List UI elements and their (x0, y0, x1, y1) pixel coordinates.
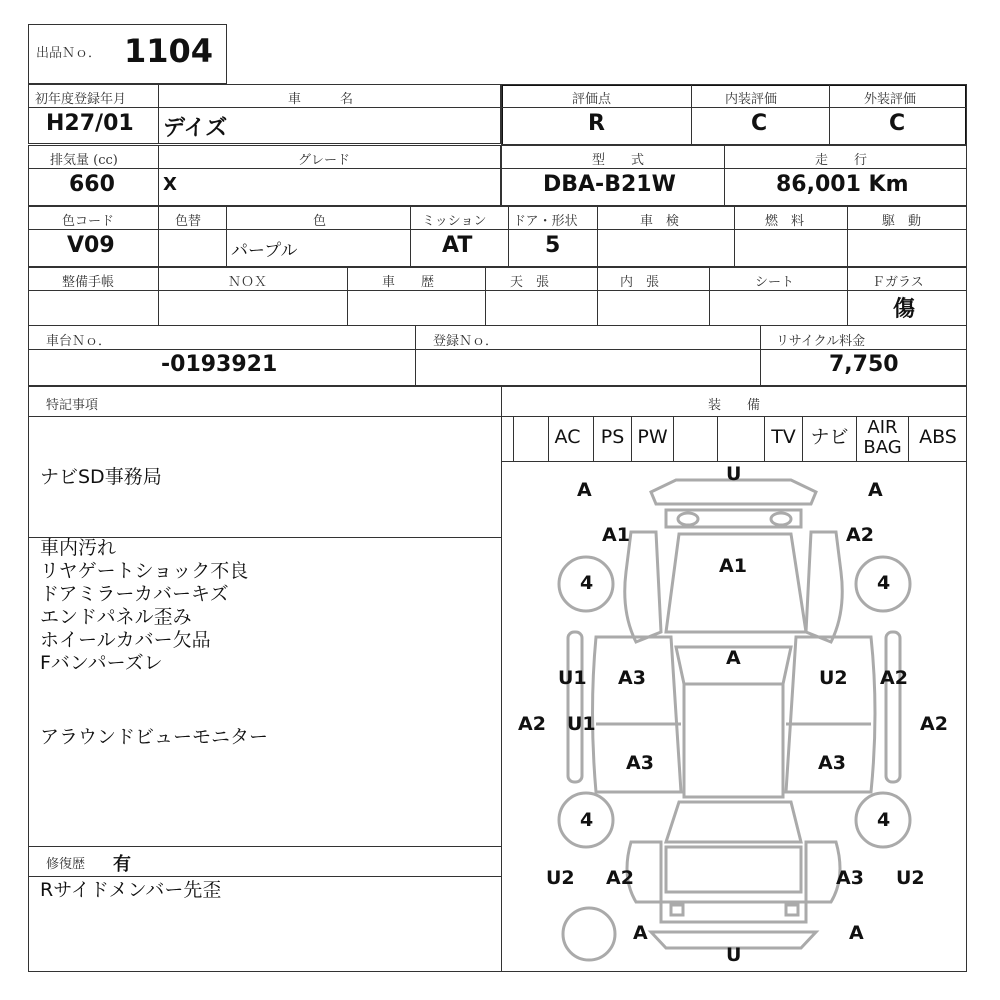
lot-number-label: 出品Ｎｏ． (36, 46, 102, 61)
repair-label: 修復歴 (46, 857, 86, 872)
damage-mark-left-front-fender: A1 (602, 524, 630, 546)
reg-no-value-cell (415, 349, 761, 386)
seat-value-cell (709, 290, 848, 326)
repair-detail: Rサイドメンバー先歪 (40, 879, 222, 901)
equipment-label: 装 備 (708, 398, 761, 413)
car-name-label: 車 名 (288, 92, 354, 107)
lot-number-value: 1104 (124, 32, 214, 70)
drive-value-cell (847, 229, 967, 267)
notes-item: エンドパネル歪み (40, 606, 192, 628)
fglass-value: 傷 (893, 297, 916, 322)
damage-mark-roof: A (726, 647, 741, 669)
color-value: パープル (231, 241, 298, 261)
seat-label: シート (755, 275, 795, 290)
notes-line-1: ナビSD事務局 (40, 466, 162, 488)
inspection-value-cell (597, 229, 735, 267)
exterior-label: 外装評価 (864, 92, 917, 107)
damage-mark-left-front-door-b: A3 (618, 667, 646, 689)
damage-mark-right-sill: A2 (920, 713, 948, 735)
damage-mark-left-rear-door-a: U1 (567, 713, 596, 735)
damage-mark-front-center: U (726, 463, 742, 485)
drive-label: 駆 動 (882, 214, 922, 229)
damage-mark-right-rear-wheel: 4 (877, 809, 891, 831)
equipment-item-airbag: AIR BAG (856, 416, 908, 462)
interior-trim-label: 内 張 (620, 275, 660, 290)
damage-mark-right-front-fender: A2 (846, 524, 874, 546)
repaint-label: 色替 (175, 214, 202, 229)
car-name-value: デイズ (163, 116, 228, 141)
equipment-item-abs: ABS (908, 416, 967, 462)
notes-extra: アラウンドビューモニター (40, 726, 269, 748)
equipment-item-navi: ナビ (802, 416, 856, 462)
notes-label: 特記事項 (46, 398, 99, 413)
model-value: DBA-B21W (543, 172, 676, 197)
damage-mark-left-front-door-a: U1 (558, 667, 587, 689)
roof-label: 天 張 (510, 275, 550, 290)
notes-item: ホイールカバー欠品 (40, 629, 211, 651)
recycle-label: リサイクル料金 (776, 334, 866, 349)
color-code-value: V09 (67, 233, 115, 258)
damage-mark-right-front-wheel: 4 (877, 572, 891, 594)
car-history-value-cell (347, 290, 486, 326)
nox-value-cell (158, 290, 348, 326)
score-value: R (588, 111, 605, 136)
equipment-item-blank (717, 416, 763, 462)
fglass-label: Ｆガラス (872, 275, 924, 290)
notes-item: Fバンパーズレ (40, 652, 163, 674)
equipment-item-pw: PW (631, 416, 673, 462)
grade-value-cell (158, 168, 501, 206)
equipment-item-ps: PS (593, 416, 631, 462)
damage-mark-left-sill: A2 (518, 713, 546, 735)
mileage-label: 走 行 (815, 153, 868, 168)
interior-value: C (751, 111, 768, 136)
first-reg-label: 初年度登録年月 (35, 92, 127, 107)
color-label: 色 (313, 214, 327, 229)
damage-mark-hood: A1 (719, 555, 747, 577)
damage-mark-right-front-door-a: U2 (819, 667, 848, 689)
score-label: 評価点 (572, 92, 612, 107)
interior-label: 内装評価 (725, 92, 778, 107)
door-value: 5 (545, 233, 561, 258)
displacement-value: 660 (69, 172, 115, 197)
notes-item: 車内汚れ (40, 537, 117, 559)
door-label: ドア・形状 (513, 214, 578, 229)
grade-label: グレード (298, 153, 351, 168)
fuel-label: 燃 料 (765, 214, 805, 229)
notes-item: ドアミラーカバーキズ (40, 583, 229, 605)
interior-trim-value-cell (597, 290, 710, 326)
fuel-value-cell (734, 229, 848, 267)
damage-mark-rear-left-corner: A (633, 922, 648, 944)
equipment-item-blank (513, 416, 549, 462)
damage-mark-rear-center: U (726, 944, 742, 966)
repaint-value-cell (158, 229, 227, 267)
damage-mark-rear-right-corner: A (849, 922, 864, 944)
damage-mark-front-right-corner: A (868, 479, 883, 501)
reg-no-label: 登録Ｎｏ． (433, 334, 499, 349)
repair-value: 有 (113, 854, 131, 875)
equipment-item-blank (673, 416, 717, 462)
damage-mark-left-rear-door-b: A3 (626, 752, 654, 774)
mission-label: ミッション (422, 214, 487, 229)
displacement-label: 排気量 (cc) (50, 153, 118, 168)
notes-item: リヤゲートショック不良 (40, 560, 249, 582)
damage-mark-left-front-wheel: 4 (580, 572, 594, 594)
notes-list (40, 537, 248, 675)
roof-value-cell (485, 290, 598, 326)
notes-label-cell (28, 386, 502, 417)
equipment-item-tv: TV (764, 416, 802, 462)
damage-mark-right-front-door-b: A2 (880, 667, 908, 689)
first-reg-value: H27/01 (46, 111, 134, 136)
damage-mark-right-quarter-b: U2 (896, 867, 925, 889)
damage-mark-right-rear-door: A3 (818, 752, 846, 774)
model-label: 型 式 (592, 153, 645, 168)
inspection-label: 車 検 (640, 214, 680, 229)
chassis-label: 車台Ｎｏ． (46, 334, 112, 349)
mileage-value: 86,001 Km (776, 172, 909, 197)
chassis-value: -0193921 (161, 352, 278, 377)
exterior-value: C (889, 111, 906, 136)
damage-mark-right-quarter-a: A3 (836, 867, 864, 889)
car-history-label: 車 歴 (382, 275, 435, 290)
equipment-item-ac: AC (548, 416, 586, 462)
color-code-label: 色コード (62, 214, 115, 229)
maintenance-label: 整備手帳 (62, 275, 115, 290)
damage-mark-front-left-corner: A (577, 479, 592, 501)
nox-label: ＮＯＸ (228, 275, 268, 290)
mission-value: AT (442, 233, 473, 258)
damage-mark-left-rear-wheel: 4 (580, 809, 594, 831)
grade-value: X (163, 174, 177, 195)
maintenance-value-cell (28, 290, 159, 326)
damage-mark-left-quarter-b: A2 (606, 867, 634, 889)
recycle-value: 7,750 (829, 352, 899, 377)
damage-mark-left-quarter-a: U2 (546, 867, 575, 889)
repair-divider-top (28, 846, 502, 847)
